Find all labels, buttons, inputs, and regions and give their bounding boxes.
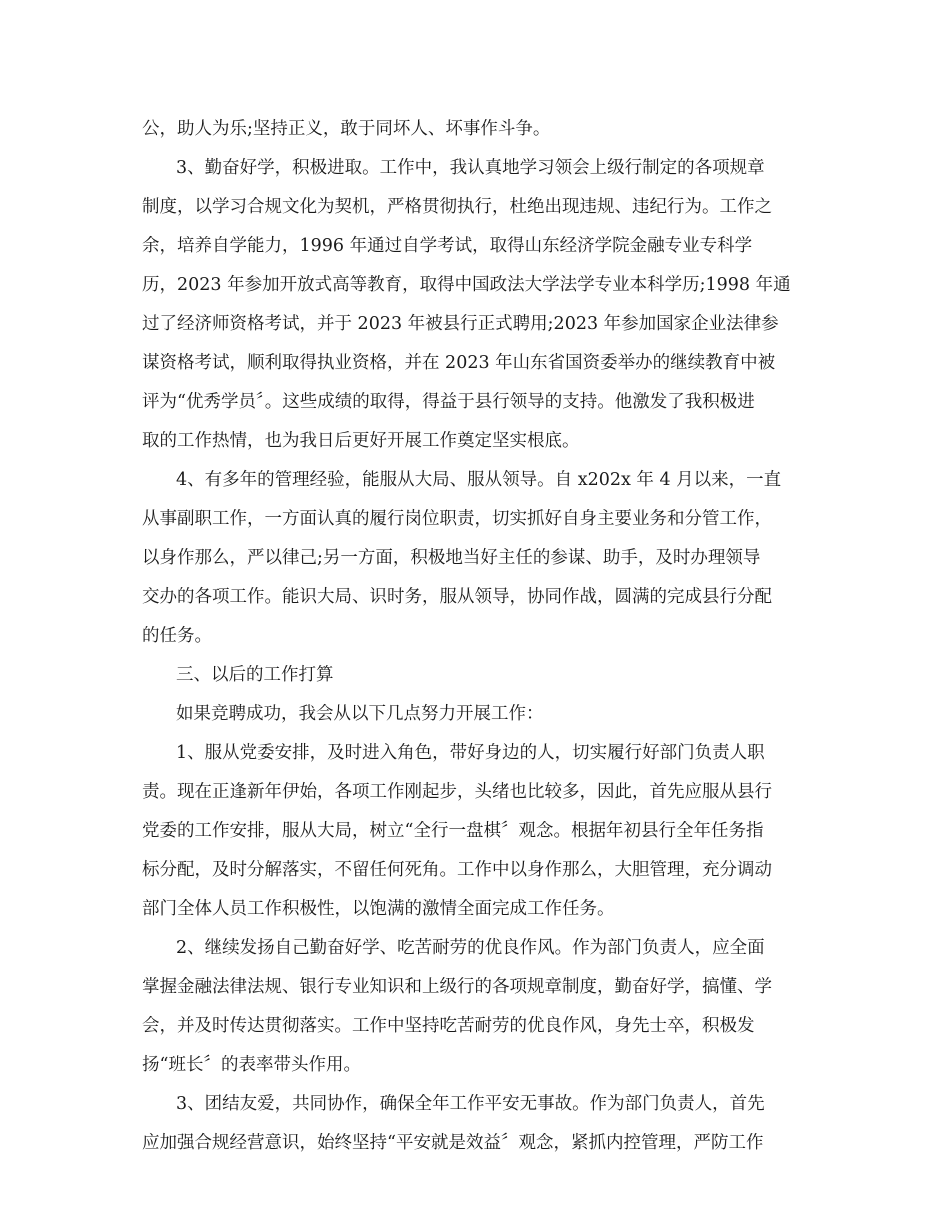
text-line: 以身作那么，严以律己;另一方面，积极地当好主任的参谋、助手，及时办理领导 — [142, 548, 761, 568]
section-heading: 三、以后的工作打算 — [176, 665, 334, 685]
text-line: 评为“优秀学员〞。这些成绩的取得，得益于县行领导的支持。他激发了我积极进 — [142, 392, 755, 412]
text-line: 谋资格考试，顺利取得执业资格，并在 2023 年山东省国资委举办的继续教育中被 — [142, 353, 776, 373]
text-line: 历，2023 年参加开放式高等教育，取得中国政法大学法学专业本科学历;1998 年通 — [142, 275, 791, 295]
text-line: 4、有多年的管理经验，能服从大局、服从领导。自 x202x 年 4 月以来，一直 — [176, 470, 782, 490]
text-line: 交办的各项工作。能识大局、识时务，服从领导，协同作战，圆满的完成县行分配 — [142, 587, 772, 607]
text-line: 标分配，及时分解落实，不留任何死角。工作中以身作那么，大胆管理，充分调动 — [142, 860, 772, 880]
text-line: 余，培养自学能力，1996 年通过自学考试，取得山东经济学院金融专业专科学 — [142, 236, 753, 256]
text-line: 从事副职工作，一方面认真的履行岗位职责，切实抓好自身主要业务和分管工作， — [142, 509, 772, 529]
text-line: 党委的工作安排，服从大局，树立“全行一盘棋〞观念。根据年初县行全年任务指 — [142, 821, 764, 841]
text-line: 掌握金融法律法规、银行专业知识和上级行的各项规章制度，勤奋好学，搞懂、学 — [142, 977, 772, 997]
text-line: 部门全体人员工作积极性，以饱满的激情全面完成工作任务。 — [142, 899, 615, 919]
text-line: 会，并及时传达贯彻落实。工作中坚持吃苦耐劳的优良作风，身先士卒，积极发 — [142, 1016, 755, 1036]
text-line: 过了经济师资格考试，并于 2023 年被县行正式聘用;2023 年参加国家企业法律参 — [142, 314, 779, 334]
text-line: 3、勤奋好学，积极进取。工作中，我认真地学习领会上级行制定的各项规章 — [176, 158, 765, 178]
text-line: 的任务。 — [142, 626, 212, 646]
text-line: 责。现在正逢新年伊始，各项工作刚起步，头绪也比较多，因此，首先应服从县行 — [142, 782, 772, 802]
text-line: 公，助人为乐;坚持正义，敢于同坏人、坏事作斗争。 — [142, 119, 551, 139]
text-line: 制度，以学习合规文化为契机，严格贯彻执行，杜绝出现违规、违纪行为。工作之 — [142, 197, 772, 217]
text-line: 3、团结友爱，共同协作，确保全年工作平安无事故。作为部门负责人，首先 — [176, 1094, 765, 1114]
text-line: 取的工作热情，也为我日后更好开展工作奠定坚实根底。 — [142, 431, 580, 451]
text-line: 1、服从党委安排，及时进入角色，带好身边的人，切实履行好部门负责人职 — [176, 743, 765, 763]
text-line: 2、继续发扬自己勤奋好学、吃苦耐劳的优良作风。作为部门负责人，应全面 — [176, 938, 765, 958]
text-line: 如果竞聘成功，我会从以下几点努力开展工作： — [176, 704, 544, 724]
text-line: 扬“班长〞的表率带头作用。 — [142, 1055, 361, 1075]
text-line: 应加强合规经营意识，始终坚持“平安就是效益〞观念，紧抓内控管理，严防工作 — [142, 1133, 764, 1153]
